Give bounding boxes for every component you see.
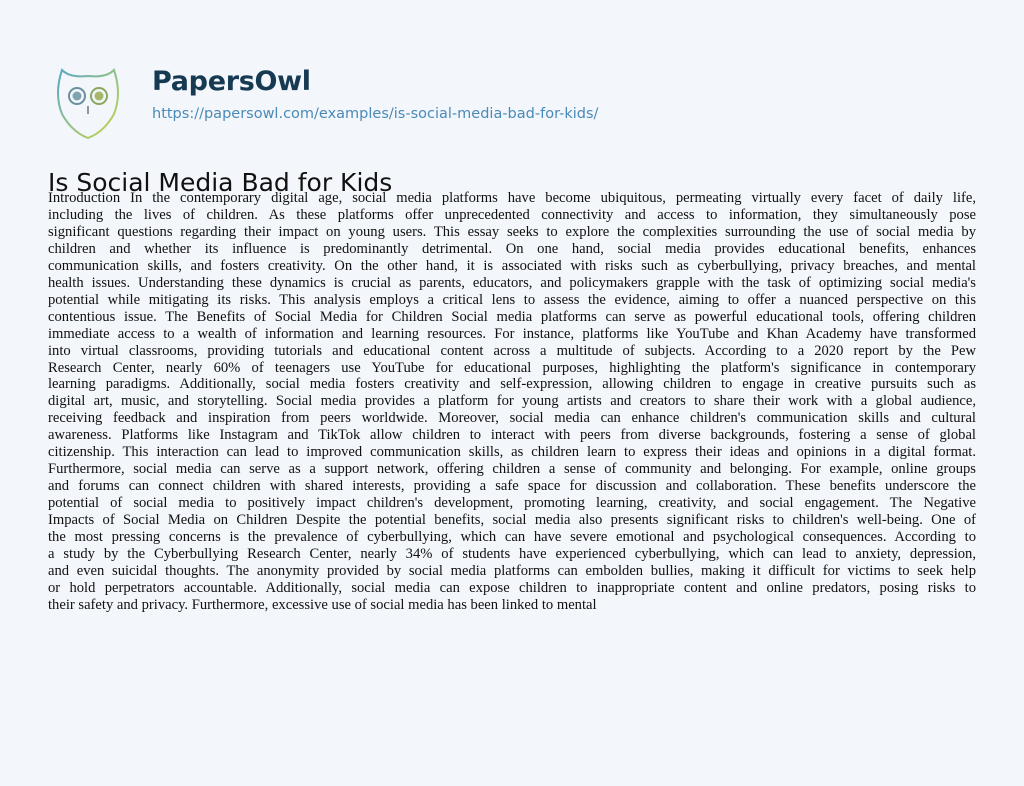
essay-line: potential of social media to positively impact children's development, promoting learning, creativity, and social engagement. The Negative — [48, 495, 976, 512]
essay-line: Impacts of Social Media on Children Despite the potential benefits, social media also presents significant risks to children's well-being. One of — [48, 512, 976, 529]
essay-line: or hold perpetrators accountable. Additionally, social media can expose children to inappropriate content and online predators, posing risks to — [48, 579, 976, 596]
essay-line: significant questions regarding their impact on young users. This essay seeks to explore the complexities surrounding the use of social media by — [48, 223, 976, 240]
essay-line: the most pressing concerns is the prevalence of cyberbullying, which can have severe emotional and psychological consequences. According to — [48, 529, 976, 546]
essay-line: and forums can connect children with shared interests, providing a safe space for discussion and collaboration. These benefits underscore the — [48, 478, 976, 495]
page-title: Is Social Media Bad for Kids — [48, 168, 393, 197]
essay-line: receiving feedback and inspiration from peers worldwide. Moreover, social media can enhance children's communication skills and cultural — [48, 410, 976, 427]
essay-line: including the lives of children. As these platforms offer unprecedented connectivity and access to information, they simultaneously pose — [48, 206, 976, 223]
essay-body — [48, 190, 976, 614]
essay-line: into virtual classrooms, providing tutorials and educational content across a multitude of subjects. According to a 2020 report by the Pew — [48, 342, 976, 359]
essay-line: contentious issue. The Benefits of Social Media for Children Social media platforms can serve as powerful educational tools, offering children — [48, 308, 976, 325]
essay-line: awareness. Platforms like Instagram and TikTok allow children to interact with peers from diverse backgrounds, fostering a sense of global — [48, 427, 976, 444]
essay-line: learning paradigms. Additionally, social media fosters creativity and self-expression, allowing children to engage in creative pursuits such as — [48, 376, 976, 393]
essay-line: children and whether its influence is predominantly detrimental. On one hand, social media provides educational benefits, enhances — [48, 240, 976, 257]
essay-line: communication skills, and fosters creativity. On the other hand, it is associated with risks such as cyberbullying, privacy breaches, and mental — [48, 257, 976, 274]
essay-line: digital art, music, and storytelling. Social media provides a platform for young artists and creators to share their work with a global audience, — [48, 393, 976, 410]
essay-line: Research Center, nearly 60% of teenagers use YouTube for educational purposes, highlighting the platform's significance in contemporary — [48, 359, 976, 376]
essay-line: Introduction In the contemporary digital age, social media platforms have become ubiquitous, permeating virtually every facet of daily life, — [48, 190, 976, 206]
essay-line: potential while mitigating its risks. This analysis employs a critical lens to assess the evidence, aiming to offer a nuanced perspective on this — [48, 291, 976, 308]
essay-line: Furthermore, social media can serve as a support network, offering children a sense of community and belonging. For example, online groups — [48, 461, 976, 478]
page-url-link[interactable]: https://papersowl.com/examples/is-social-media-bad-for-kids/ — [152, 106, 599, 122]
essay-line: health issues. Understanding these dynamics is crucial as parents, educators, and policymakers grapple with the task of optimizing social media's — [48, 274, 976, 291]
brand-name: PapersOwl — [152, 66, 311, 97]
essay-line: their safety and privacy. Furthermore, excessive use of social media has been linked to mental — [48, 596, 597, 613]
essay-line: and even suicidal thoughts. The anonymity provided by social media platforms can embolden bullies, making it difficult for victims to seek help — [48, 562, 976, 579]
owl-logo-icon[interactable] — [56, 64, 120, 140]
essay-line: immediate access to a wealth of information and learning resources. For instance, platforms like YouTube and Khan Academy have transformed — [48, 325, 976, 342]
site-header — [48, 64, 748, 144]
essay-line: citizenship. This interaction can lead to improved communication skills, as children learn to express their ideas and opinions in a digital format. — [48, 444, 976, 461]
essay-line: a study by the Cyberbullying Research Center, nearly 34% of students have experienced cyberbullying, which can lead to anxiety, depression, — [48, 546, 976, 563]
